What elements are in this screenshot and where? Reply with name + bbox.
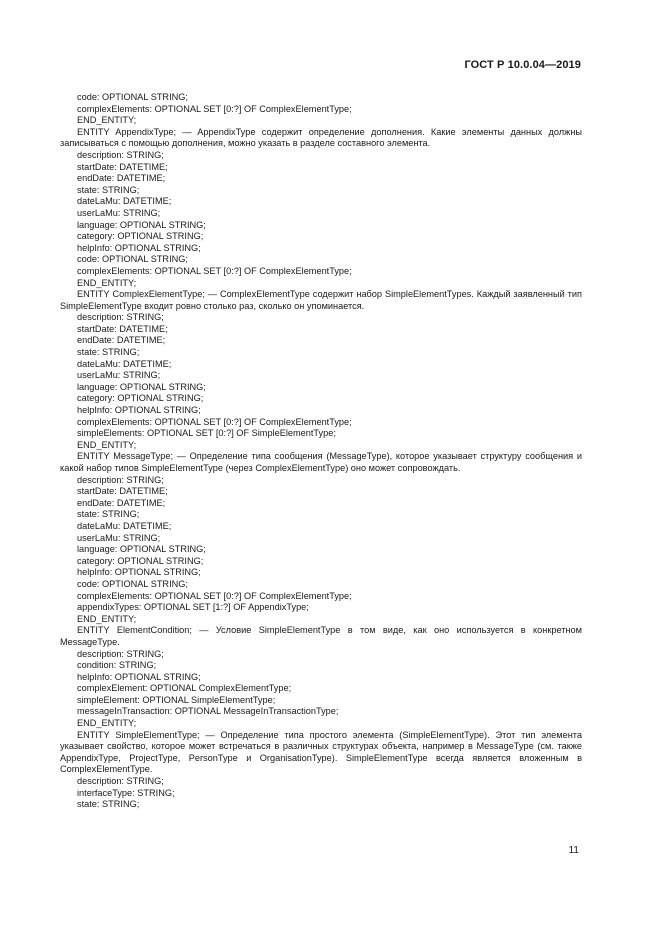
attribute-line: END_ENTITY; — [77, 277, 137, 288]
attribute-line: state: STRING; — [77, 799, 140, 810]
attribute-line: description: STRING; — [77, 312, 164, 323]
attribute-line: userLaMu: STRING; — [77, 532, 161, 543]
attribute-line: category: OPTIONAL STRING; — [77, 555, 204, 566]
attribute-line: complexElement: OPTIONAL ComplexElementType; — [77, 683, 292, 694]
attribute-line: code: OPTIONAL STRING; — [77, 254, 188, 265]
attribute-line: complexElements: OPTIONAL SET [0:?] OF ComplexElementType; — [77, 265, 352, 276]
attribute-line: helpInfo: OPTIONAL STRING; — [77, 242, 201, 253]
attribute-line: dateLaMu: DATETIME; — [77, 520, 172, 531]
attribute-line: simpleElements: OPTIONAL SET [0:?] OF SimpleElementType; — [77, 428, 336, 439]
attribute-line: helpInfo: OPTIONAL STRING; — [77, 405, 201, 416]
attribute-line: END_ENTITY; — [77, 718, 137, 729]
attribute-line: endDate: DATETIME; — [77, 173, 166, 184]
attribute-line: state: STRING; — [77, 184, 140, 195]
page-number: 11 — [568, 845, 579, 856]
attribute-line: messageInTransaction: OPTIONAL MessageInTransactionType; — [77, 706, 339, 717]
attribute-line: complexElements: OPTIONAL SET [0:?] OF ComplexElementType; — [77, 103, 352, 114]
entity-definition: ENTITY AppendixType; — AppendixType содержит определение дополнения. Какие элементы данных должны записываться с помощью дополнения, можно указать в разделе составного элемента. — [60, 126, 582, 149]
attribute-line: endDate: DATETIME; — [77, 497, 166, 508]
attribute-line: appendixTypes: OPTIONAL SET [1:?] OF AppendixType; — [77, 602, 309, 613]
attribute-line: startDate: DATETIME; — [77, 323, 168, 334]
attribute-line: complexElements: OPTIONAL SET [0:?] OF ComplexElementType; — [77, 416, 352, 427]
attribute-line: simpleElement: OPTIONAL SimpleElementType; — [77, 694, 276, 705]
attribute-line: category: OPTIONAL STRING; — [77, 231, 204, 242]
entity-definition: ENTITY SimpleElementType; — Определение типа простого элемента (SimpleElementType). Этот тип элемента указывает свойство, которое может встречаться в различных структурах объекта, например в MessageType (см. также AppendixType, ProjectType, PersonType и OrganisationType). SimpleElementType всегда является вложенным в ComplexElementType. — [60, 729, 582, 775]
attribute-line: description: STRING; — [77, 776, 164, 787]
attribute-line: dateLaMu: DATETIME; — [77, 196, 172, 207]
attribute-line: condition: STRING; — [77, 660, 157, 671]
attribute-line: helpInfo: OPTIONAL STRING; — [77, 567, 201, 578]
attribute-line: state: STRING; — [77, 347, 140, 358]
attribute-line: END_ENTITY; — [77, 439, 137, 450]
attribute-line: END_ENTITY; — [77, 613, 137, 624]
attribute-line: userLaMu: STRING; — [77, 370, 161, 381]
attribute-line: END_ENTITY; — [77, 115, 137, 126]
attribute-line: endDate: DATETIME; — [77, 335, 166, 346]
attribute-line: startDate: DATETIME; — [77, 161, 168, 172]
attribute-line: description: STRING; — [77, 648, 164, 659]
attribute-line: description: STRING; — [77, 474, 164, 485]
attribute-line: startDate: DATETIME; — [77, 486, 168, 497]
attribute-line: language: OPTIONAL STRING; — [77, 381, 206, 392]
entity-definition: ENTITY ComplexElementType; — ComplexElementType содержит набор SimpleElementTypes. Каждый заявленный тип SimpleElementType входит ровно столько раз, сколько он упоминается. — [60, 289, 582, 311]
attribute-line: description: STRING; — [77, 149, 164, 160]
attribute-line: code: OPTIONAL STRING; — [77, 578, 188, 589]
attribute-line: code: OPTIONAL STRING; — [77, 92, 188, 102]
attribute-line: state: STRING; — [77, 509, 140, 520]
standard-header: ГОСТ Р 10.0.04—2019 — [464, 59, 581, 71]
attribute-line: category: OPTIONAL STRING; — [77, 393, 204, 404]
attribute-line: language: OPTIONAL STRING; — [77, 544, 206, 555]
entity-definition: ENTITY MessageType; — Определение типа сообщения (MessageType), которое указывает структуру сообщения и какой набор типов SimpleElementType (через ComplexElementType) оно может сопровождать. — [60, 451, 582, 473]
attribute-line: interfaceType: STRING; — [77, 787, 175, 798]
document-body — [60, 92, 582, 811]
attribute-line: complexElements: OPTIONAL SET [0:?] OF ComplexElementType; — [77, 590, 352, 601]
attribute-line: helpInfo: OPTIONAL STRING; — [77, 671, 201, 682]
attribute-line: userLaMu: STRING; — [77, 207, 161, 218]
entity-definition: ENTITY ElementCondition; — Условие SimpleElementType в том виде, как оно используется в конкретном MessageType. — [60, 625, 582, 647]
attribute-line: dateLaMu: DATETIME; — [77, 358, 172, 369]
attribute-line: language: OPTIONAL STRING; — [77, 219, 206, 230]
